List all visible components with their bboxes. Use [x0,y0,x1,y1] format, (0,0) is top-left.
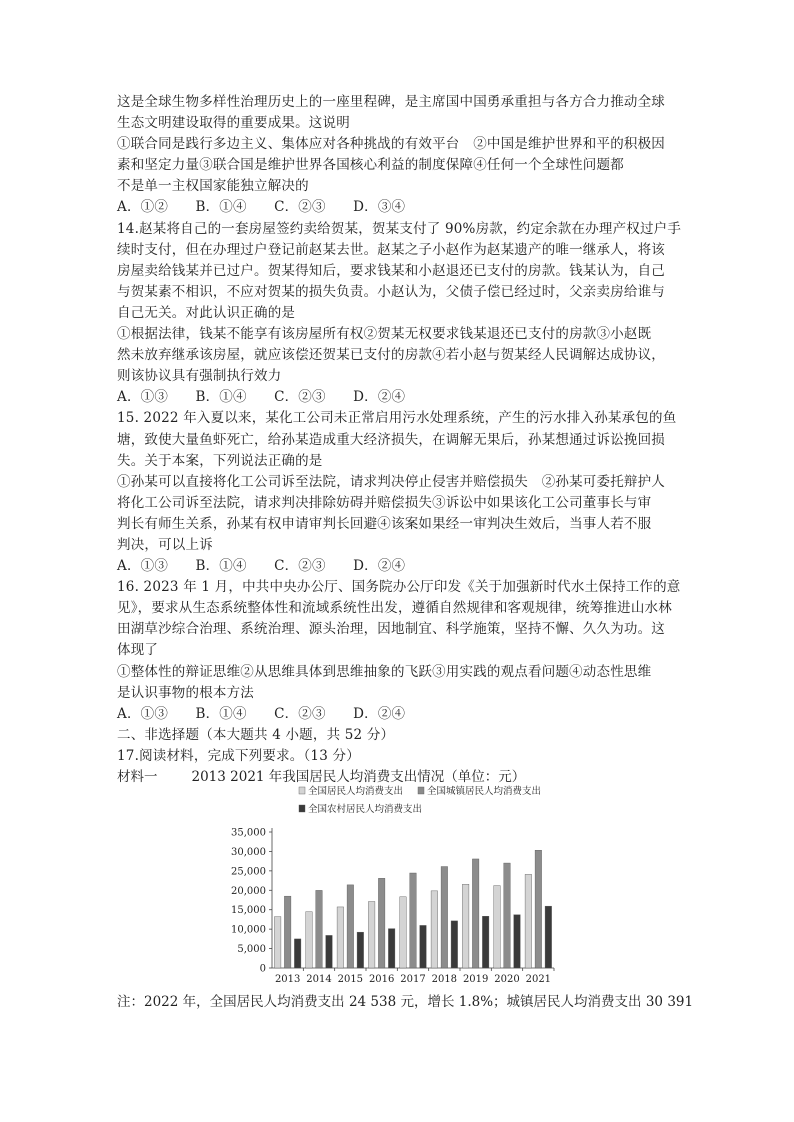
bar [545,906,552,968]
bar [494,886,501,968]
legend-swatch [418,787,424,794]
bar [294,939,301,968]
text-line: 二、非选择题（本大题共 4 小题，共 52 分） [117,726,395,743]
x-tick-label: 2015 [337,974,364,985]
bar [326,935,333,968]
bar [462,884,469,968]
bar [525,874,532,968]
bar [368,902,375,968]
text-line: A．①③ B．①④ C．②③ D．②④ [117,558,406,575]
text-line: 判长有师生关系，孙某有权申请审判长回避④该案如果经一审判决生效后，当事人若不服 [117,515,652,532]
y-tick-label: 0 [259,963,266,975]
y-tick-label: 5,000 [237,944,266,956]
x-tick-label: 2020 [494,974,520,985]
legend-swatch [299,787,305,794]
text-line: 则该协议具有强制执行效力 [117,368,282,385]
text-line: 判决，可以上诉 [117,536,213,553]
bar [337,907,344,968]
text-line: 15. 2022 年入夏以来，某化工公司未正常启用污水处理系统，产生的污水排入孙某承包的鱼 [117,410,677,427]
text-line: 素和坚定力量③联合国是维护世界各国核心利益的制度保障④任何一个全球性问题都 [117,157,624,174]
material-label: 材料一 [117,769,158,785]
text-line: 16. 2023 年 1 月，中共中央办公厅、国务院办公厅印发《关于加强新时代水土保持工作的意 [117,579,681,596]
text-line: ①联合同是践行多边主义、集体应对各种挑战的有效平台 ②中国是维护世界和平的积极因 [117,136,665,153]
legend-label: 全国农村居民人均消费支出 [308,804,423,815]
text-line: 续时支付，但在办理过户登记前赵某去世。赵某之子小赵作为赵某遗产的唯一继承人，将该 [117,241,665,258]
question-text [117,92,687,788]
y-tick-label: 10,000 [231,924,266,936]
text-line: 然未放弃继承该房屋，就应该偿还贺某已支付的房款④若小赵与贺某经人民调解达成协议， [117,347,665,364]
bar [431,891,438,968]
chart-note: 注：2022 年，全国居民人均消费支出 24 538 元，增长 1.8%；城镇居民人均消费支出 30 391 [117,994,694,1010]
text-line: 是认识事物的根本方法 [117,684,254,701]
bar [388,929,395,968]
x-tick-label: 2017 [400,974,426,985]
text-line: 自己无关。对此认识正确的是 [117,304,296,321]
bar [472,859,479,968]
x-tick-label: 2019 [462,974,489,985]
bar [451,921,458,968]
bar [347,885,354,968]
text-line: ①孙某可以直接将化工公司诉至法院，请求判决停止侵害并赔偿损失 ②孙某可委托辩护人 [117,473,665,490]
text-line: 14.赵某将自己的一套房屋签约卖给贺某，贺某支付了 90%房款，约定余款在办理产权过户手 [117,220,682,237]
bar [420,925,427,968]
x-tick-label: 2013 [274,974,301,985]
bar [514,915,521,968]
bar [400,897,407,968]
text-line: A．①③ B．①④ C．②③ D．②④ [117,389,406,406]
bar [274,917,281,968]
text-line: ①根据法律，钱某不能享有该房屋所有权②贺某无权要求钱某退还已支付的房款③小赵既 [117,326,652,343]
bar [378,878,385,968]
text-line: 与贺某素不相识，不应对贺某的损失负责。小赵认为，父债子偿已经过时，父亲卖房给谁与 [117,283,665,300]
consumption-bar-chart [222,782,562,987]
bar [284,896,291,968]
text-line: 失。关于本案，下列说法正确的是 [117,452,323,469]
text-line: 17.阅读材料，完成下列要求。（13 分） [117,747,360,764]
x-tick-label: 2014 [306,974,332,985]
text-line: 见》，要求从生态系统整体性和流域系统性出发，遵循自然规律和客观规律，统筹推进山水林 [117,600,672,617]
bar [316,890,323,968]
bar [410,873,417,968]
text-line: 将化工公司诉至法院，请求判决排除妨碍并赔偿损失③诉讼中如果该化工公司董事长与审 [117,494,652,511]
bar [441,867,448,968]
bar [357,932,364,968]
x-tick-label: 2016 [368,974,395,985]
x-tick-label: 2018 [431,974,458,985]
y-tick-label: 35,000 [231,827,266,839]
text-line: A．①③ B．①④ C．②③ D．②④ [117,705,406,722]
y-tick-label: 25,000 [231,866,266,878]
text-line: 塘，致使大量鱼虾死亡，给孙某造成重大经济损失，在调解无果后，孙某想通过诉讼挽回损 [117,431,665,448]
material-title: 2013 2021 年我国居民人均消费支出情况（单位：元） [191,769,526,785]
bar [482,916,489,968]
text-line: 不是单一主权国家能独立解决的 [117,178,309,195]
text-line: ①整体性的辩证思维②从思维具体到思维抽象的飞跃③用实践的观点看问题④动态性思维 [117,663,652,680]
bar [535,850,542,968]
bar [306,912,313,968]
y-tick-label: 20,000 [231,885,266,897]
text-line: 体现了 [117,642,159,659]
bar [504,863,511,968]
text-line: 这是全球生物多样性治理历史上的一座里程碑，是主席国中国勇承重担与各方合力推动全球 [117,94,665,110]
text-line: 房屋卖给钱某并已过户。贺某得知后，要求钱某和小赵退还已支付的房款。钱某认为，自己 [117,262,665,279]
text-line: 生态文明建设取得的重要成果。这说明 [117,115,350,132]
y-tick-label: 30,000 [231,846,266,858]
x-tick-label: 2021 [525,974,552,985]
text-line: A．①② B．①④ C．②③ D．③④ [117,199,406,216]
text-line: 田湖草沙综合治理、系统治理、源头治理，因地制宜、科学施策，坚持不懈、久久为功。这 [117,621,665,638]
y-tick-label: 15,000 [231,905,266,917]
legend-label: 全国居民人均消费支出 [308,786,404,797]
legend-label: 全国城镇居民人均消费支出 [427,786,542,797]
legend-swatch [299,805,305,812]
